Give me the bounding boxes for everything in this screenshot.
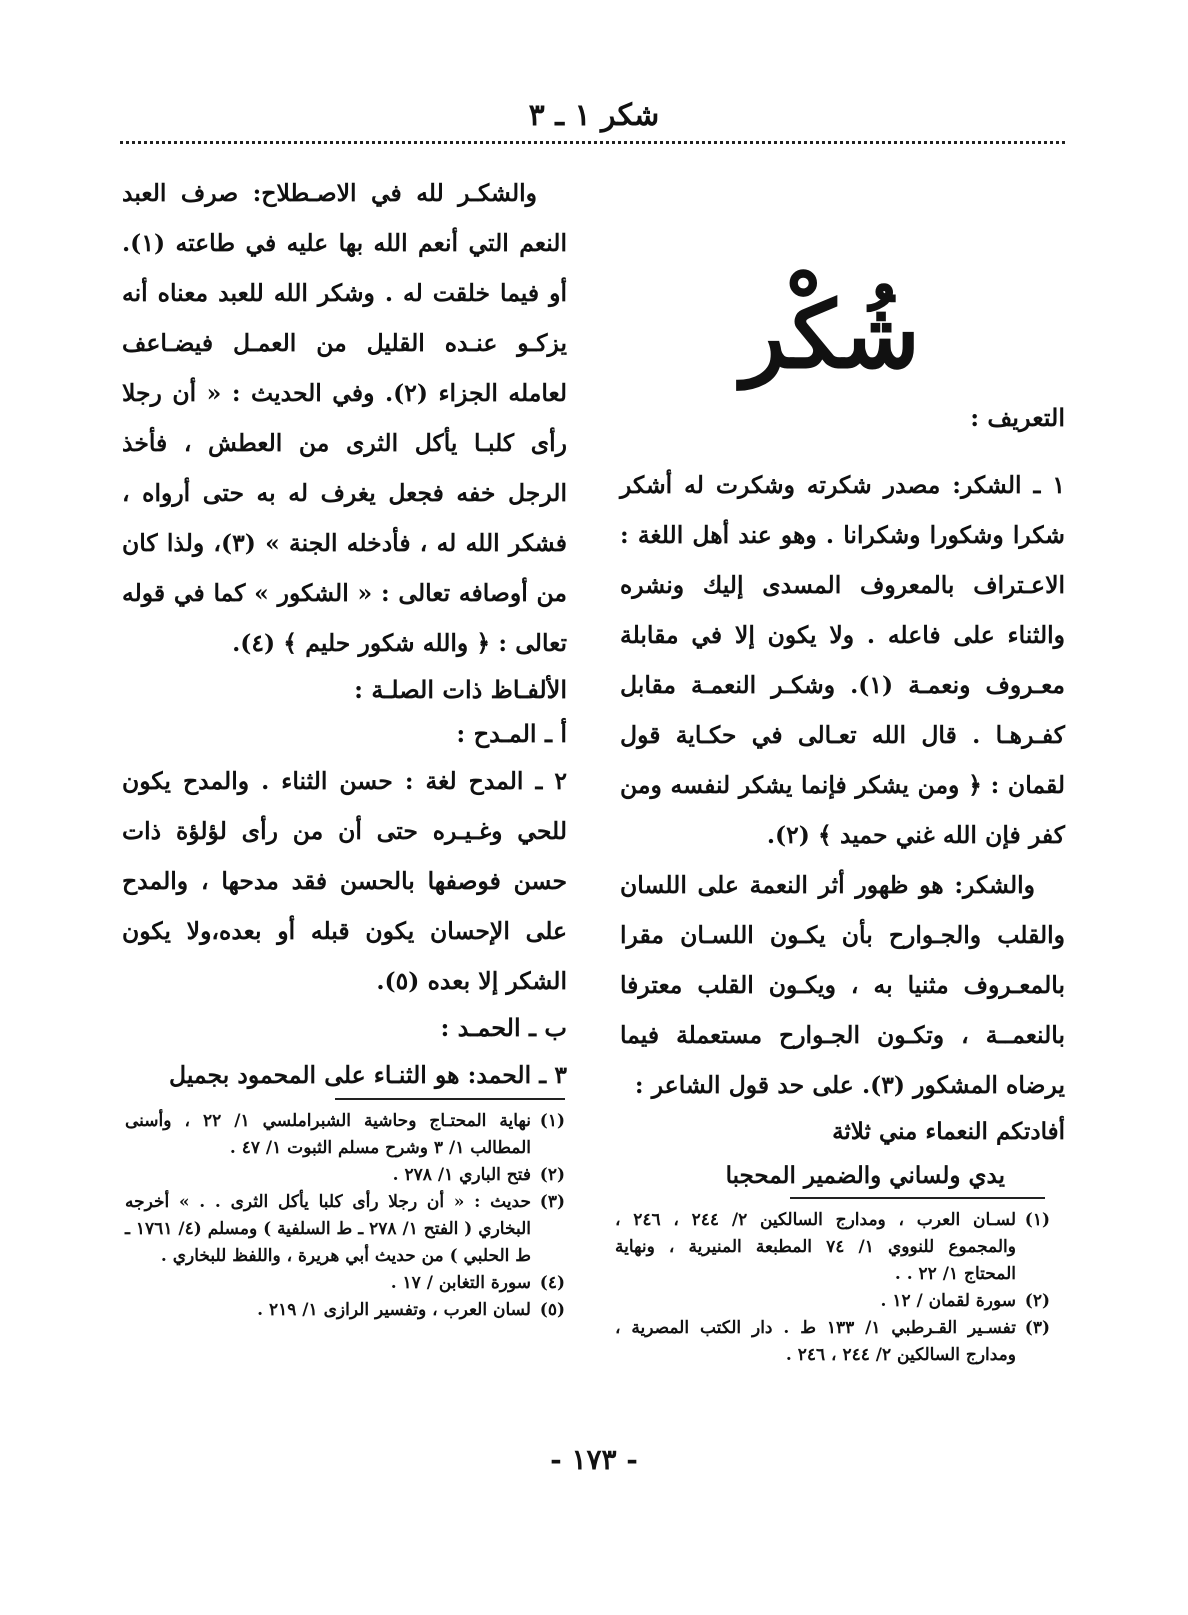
- page-number: - ١٧٣ -: [550, 1443, 638, 1476]
- footnote-item: [125, 1162, 565, 1189]
- running-header: شكر ١ ـ ٣: [528, 98, 660, 133]
- definition-heading: التعريف :: [970, 403, 1065, 432]
- footnote-number: (٤): [539, 1273, 565, 1293]
- left-paragraph-1: والشكـر لله في الاصـطلاح: صرف العبد النعم التي أنعم الله بها عليه في طاعته (١). أو فيما خلقت له . وشكر الله للعبد معناه أنه يزكـو عنـده القليل من العمـل فيضـاعف لعامله الجزاء (٢). وفي الحديث : « أن رجلا رأى كلبـا يأكل الثرى من العطش ، فأخذ الرجل خفه فجعل يغرف له به حتى أرواه ، فشكر الله له ، فأدخله الجنة » (٣)، ولذا كان من أوصافه تعالى : « الشكور » كما في قوله تعالى : ﴿ والله شكور حليم ﴾ (٤).: [122, 179, 568, 657]
- footnote-item: [125, 1189, 565, 1270]
- footnote-number: (٢): [1024, 1291, 1050, 1311]
- right-paragraph-2: والشكر: هو ظهور أثر النعمة على اللسان والقلب والجـوارح بأن يكـون اللسـان مقرا بالمعـروف مثنيا به ، ويكـون القلب معترفا بالنعمــة ، وتكـون الجـوارح مستعملة فيما يرضاه المشكور (٣). على حد قول الشاعر :: [620, 871, 1065, 1099]
- footnote-rule-right: [790, 1197, 1045, 1199]
- footnote-text: لسان العرب ، وتفسير الرازى ١/ ٢١٩ .: [257, 1300, 531, 1320]
- footnotes-right: [615, 1207, 1050, 1369]
- footnote-text: تفسـير القـرطبي ١/ ١٣٣ ط . دار الكتب المصرية ، ومدارج السالكين ٢/ ٢٤٤ ، ٢٤٦ .: [615, 1318, 1016, 1365]
- footnote-text: فتح الباري ١/ ٢٧٨ .: [392, 1165, 531, 1185]
- footnote-number: (٥): [539, 1300, 565, 1320]
- subheading-hamd: ب ـ الحمـد :: [440, 1013, 567, 1042]
- poem-verse-2: يدي ولساني والضمير المحجبا: [725, 1162, 1005, 1189]
- footnote-item: [125, 1297, 565, 1324]
- footnote-text: سورة لقمان / ١٢ .: [880, 1291, 1016, 1311]
- footnote-item: [125, 1270, 565, 1297]
- header-dotted-rule: [120, 141, 1065, 144]
- entry-title: شُكْر: [741, 281, 920, 389]
- footnote-text: حديث : « أن رجلا رأى كلبا يأكل الثرى . . » أخرجه البخاري ( الفتح ١/ ٢٧٨ ـ ط السلفية ) ومسلم (٤/ ١٧٦١ ـ ط الحلبي ) من حديث أبي هريرة ، واللفظ للبخاري .: [125, 1192, 531, 1266]
- footnote-text: نهاية المحتـاج وحاشية الشبراملسي ١/ ٢٢ ، وأسنى المطالب ١/ ٣ وشرح مسلم الثبوت ١/ ٤٧ .: [125, 1111, 531, 1158]
- footnotes-left: [125, 1108, 565, 1324]
- poem-verse-1: أفادتكم النعماء مني ثلاثة: [832, 1118, 1065, 1145]
- footnote-item: [125, 1108, 565, 1162]
- footnote-number: (٣): [539, 1192, 565, 1212]
- footnote-item: [615, 1315, 1050, 1369]
- footnote-item: [615, 1207, 1050, 1288]
- right-paragraph-1: ١ ـ الشكر: مصدر شكرته وشكرت له أشكر شكرا وشكورا وشكرانا . وهو عند أهل اللغة : الاعـتراف بالمعروف المسدى إليك ونشره والثناء على فاعله . ولا يكون إلا في مقابلة معـروف ونعمـة (١). وشكـر النعمـة مقابل كفـرهـا . قال الله تعـالى في حكـاية قول لقمان : ﴿ ومن يشكر فإنما يشكر لنفسه ومن كفر فإن الله غني حميد ﴾ (٢).: [620, 471, 1066, 849]
- footnote-number: (١): [539, 1111, 565, 1131]
- footnote-number: (٢): [539, 1165, 565, 1185]
- footnote-item: [615, 1288, 1050, 1315]
- right-column: [620, 460, 1065, 1198]
- footnote-rule-left: [335, 1098, 565, 1100]
- footnote-number: (١): [1024, 1210, 1050, 1230]
- footnote-text: لسـان العرب ، ومدارج السالكين ٢/ ٢٤٤ ، ٢٤٦ ، والمجموع للنووي ١/ ٧٤ المطبعة المنيرية ، ونهاية المحتاج ١/ ٢٢ . .: [615, 1210, 1017, 1284]
- related-terms-heading: الألفـاظ ذات الصلـة :: [354, 675, 567, 704]
- footnote-text: سورة التغابن / ١٧ .: [390, 1273, 531, 1293]
- left-paragraph-2: ٢ ـ المدح لغة : حسن الثناء . والمدح يكون للحي وغـيـره حتى أن من رأى لؤلؤة ذات حسن فوصفها بالحسن فقد مدحها ، والمدح على الإحسان يكون قبله أو بعده،ولا يكون الشكر إلا بعده (٥).: [122, 767, 567, 995]
- footnote-number: (٣): [1024, 1318, 1050, 1338]
- left-paragraph-3: ٣ ـ الحمد: هو الثنـاء على المحمود بجميل: [169, 1061, 567, 1089]
- subheading-madh: أ ـ المـدح :: [456, 719, 567, 748]
- left-column: [122, 168, 567, 1100]
